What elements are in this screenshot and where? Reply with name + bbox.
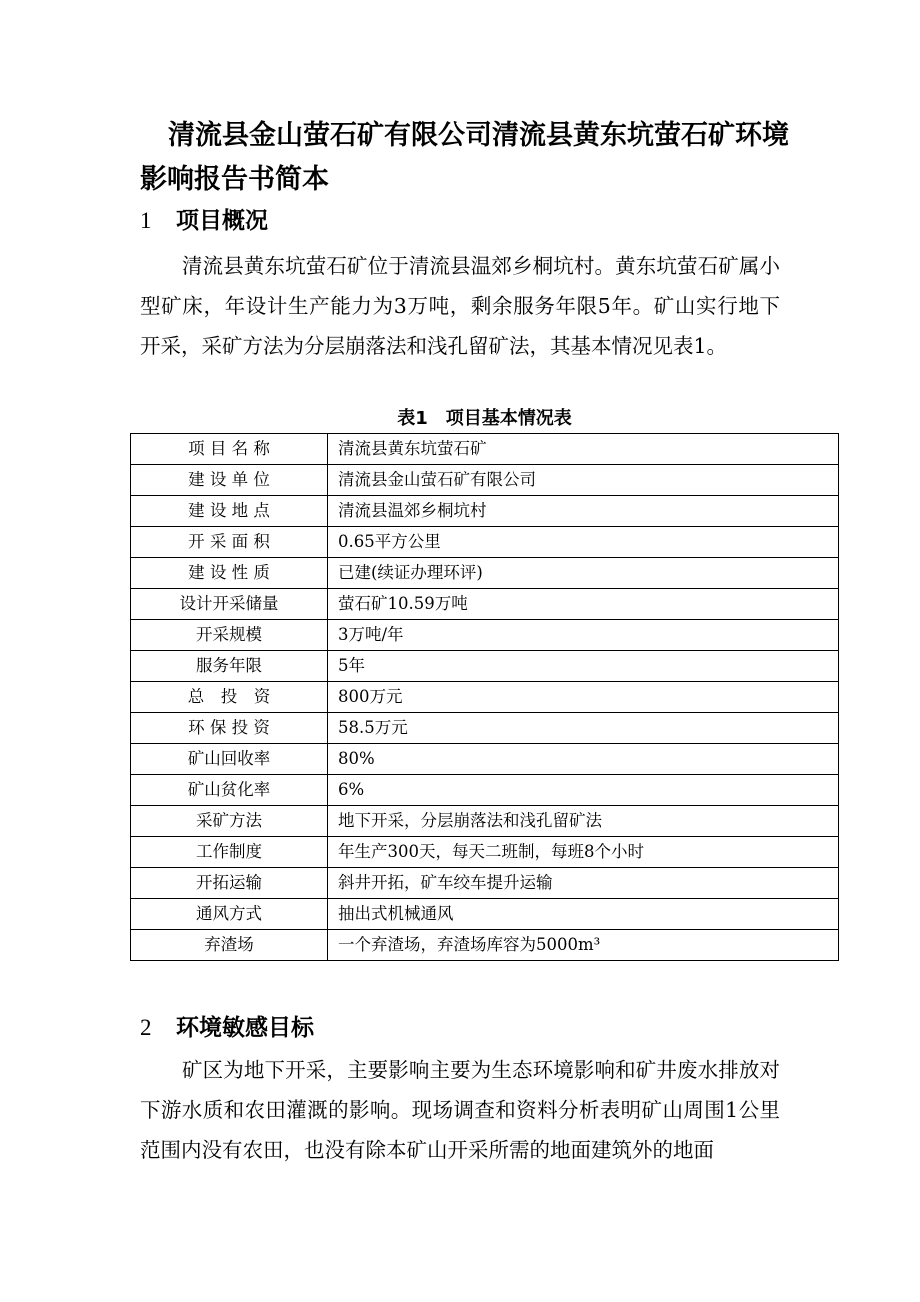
- row-value: 地下开采，分层崩落法和浅孔留矿法: [328, 806, 839, 837]
- section-1-title: 项目概况: [176, 208, 268, 234]
- table-row: [131, 899, 839, 930]
- row-label: 建 设 性 质: [131, 558, 328, 589]
- table-row: [131, 527, 839, 558]
- table-row: [131, 434, 839, 465]
- document-title: 清流县金山萤石矿有限公司清流县黄东坑萤石矿环境影响报告书简本: [140, 120, 789, 195]
- row-label: 工作制度: [131, 837, 328, 868]
- row-value: 已建(续证办理环评): [328, 558, 839, 589]
- section-1-heading: [140, 206, 268, 236]
- row-value: 清流县金山萤石矿有限公司: [328, 465, 839, 496]
- row-value: 6%: [328, 775, 839, 806]
- row-label: 采矿方法: [131, 806, 328, 837]
- row-value: 80%: [328, 744, 839, 775]
- row-label: 环 保 投 资: [131, 713, 328, 744]
- row-label: 建 设 地 点: [131, 496, 328, 527]
- row-label: 开采规模: [131, 620, 328, 651]
- row-value: 一个弃渣场，弃渣场库容为5000m³: [328, 930, 839, 961]
- table-row: [131, 837, 839, 868]
- section-1-number: 1: [140, 208, 152, 233]
- table-row: [131, 465, 839, 496]
- row-value: 年生产300天，每天二班制，每班8个小时: [328, 837, 839, 868]
- row-label: 弃渣场: [131, 930, 328, 961]
- row-value: 800万元: [328, 682, 839, 713]
- table-row: [131, 558, 839, 589]
- table-row: [131, 682, 839, 713]
- row-label: 矿山贫化率: [131, 775, 328, 806]
- section-2-paragraph: 矿区为地下开采，主要影响主要为生态环境影响和矿井废水排放对下游水质和农田灌溉的影响。现场调查和资料分析表明矿山周围1公里范围内没有农田，也没有除本矿山开采所需的地面建筑外的地面: [140, 1058, 780, 1162]
- row-value: 萤石矿10.59万吨: [328, 589, 839, 620]
- table-row: [131, 496, 839, 527]
- row-label: 建 设 单 位: [131, 465, 328, 496]
- section-1-paragraph: 清流县黄东坑萤石矿位于清流县温郊乡桐坑村。黄东坑萤石矿属小型矿床，年设计生产能力为3万吨，剩余服务年限5年。矿山实行地下开采，采矿方法为分层崩落法和浅孔留矿法，其基本情况见表1。: [140, 254, 780, 358]
- row-label: 开 采 面 积: [131, 527, 328, 558]
- table-row: [131, 744, 839, 775]
- table-caption: 表1 项目基本情况表: [397, 408, 572, 429]
- row-label: 服务年限: [131, 651, 328, 682]
- project-info-table: [130, 433, 839, 961]
- row-label: 开拓运输: [131, 868, 328, 899]
- table-row: [131, 589, 839, 620]
- row-value: 清流县温郊乡桐坑村: [328, 496, 839, 527]
- row-value: 清流县黄东坑萤石矿: [328, 434, 839, 465]
- row-value: 斜井开拓，矿车绞车提升运输: [328, 868, 839, 899]
- row-label: 通风方式: [131, 899, 328, 930]
- table-row: [131, 806, 839, 837]
- table-row: [131, 775, 839, 806]
- row-value: 5年: [328, 651, 839, 682]
- row-value: 58.5万元: [328, 713, 839, 744]
- table-row: [131, 713, 839, 744]
- row-label: 总 投 资: [131, 682, 328, 713]
- row-label: 设计开采储量: [131, 589, 328, 620]
- row-label: 矿山回收率: [131, 744, 328, 775]
- section-2-title: 环境敏感目标: [176, 1015, 314, 1041]
- table-row: [131, 651, 839, 682]
- row-value: 0.65平方公里: [328, 527, 839, 558]
- section-2-heading: [140, 1013, 314, 1043]
- row-value: 抽出式机械通风: [328, 899, 839, 930]
- table-row: [131, 868, 839, 899]
- table-row: [131, 620, 839, 651]
- section-2-number: 2: [140, 1015, 152, 1040]
- project-info-table-body: [131, 434, 839, 961]
- table-row: [131, 930, 839, 961]
- row-value: 3万吨/年: [328, 620, 839, 651]
- row-label: 项 目 名 称: [131, 434, 328, 465]
